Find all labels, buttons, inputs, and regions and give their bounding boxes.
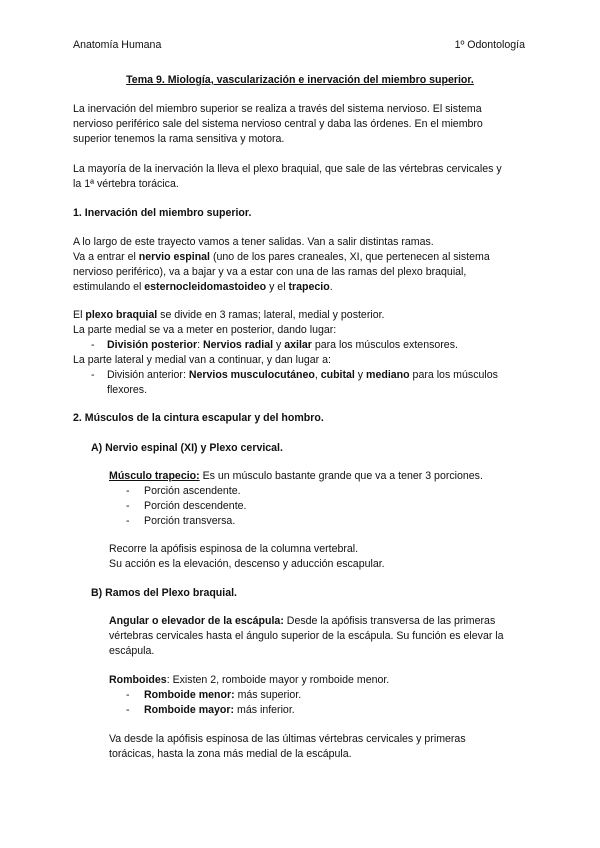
plexo-paragraph: El plexo braquial se divide en 3 ramas; lateral, medial y posterior. La parte medial se va a meter en posterior, dando lugar:	[73, 309, 385, 336]
header-right: 1º Odontología	[454, 39, 525, 51]
trapecio-line: Músculo trapecio: Es un músculo bastante grande que va a tener 3 porciones.	[109, 470, 483, 482]
page-title: Tema 9. Miología, vascularización e inervación del miembro superior.	[126, 74, 474, 86]
section1-heading: 1. Inervación del miembro superior.	[73, 207, 252, 219]
list-item: - Porción transversa.	[126, 515, 236, 527]
section1-body: A lo largo de este trayecto vamos a tener salidas. Van a salir distintas ramas. Va a entrar el nervio espinal (uno de los pares craneales, XI, que pertenecen al sistema nervioso periférico), va a bajar y va a estar con una de las ramas del plexo braquial, estimulando el esternocleidomastoideo y el trapecio.	[73, 236, 490, 293]
list-item-division-posterior: - División posterior: Nervios radial y axilar para los músculos extensores.	[91, 339, 458, 351]
trapecio-portions-list	[126, 484, 246, 529]
header-left: Anatomía Humana	[73, 39, 162, 51]
lateral-medial-line: La parte lateral y medial van a continuar, y dan lugar a:	[73, 354, 331, 366]
subsection-b-heading: B) Ramos del Plexo braquial.	[91, 587, 237, 599]
romboides-line: Romboides: Existen 2, romboide mayor y romboide menor.	[109, 674, 390, 686]
list-item-division-anterior: - División anterior: Nervios musculocutáneo, cubital y mediano para los músculos flexores.	[91, 369, 498, 396]
list-item: - Porción descendente.	[126, 500, 247, 512]
list-item-romboide-mayor: - Romboide mayor: más inferior.	[126, 704, 295, 716]
intro-paragraph-1: La inervación del miembro superior se realiza a través del sistema nervioso. El sistema nervioso periférico sale del sistema nervioso central y daba las órdenes. En el miembro superior tenemos la rama sensitiva y motora.	[73, 103, 483, 145]
section2-heading: 2. Músculos de la cintura escapular y del hombro.	[73, 412, 324, 424]
list-item-romboide-menor: - Romboide menor: más superior.	[126, 689, 302, 701]
romboides-list	[126, 688, 301, 718]
list-item: - Porción ascendente.	[126, 485, 241, 497]
subsection-a-heading: A) Nervio espinal (XI) y Plexo cervical.	[91, 442, 283, 454]
angular-paragraph: Angular o elevador de la escápula: Desde la apófisis transversa de las primeras vértebras cervicales hasta el ángulo superior de la escápula. Su función es elevar la escápula.	[109, 615, 504, 657]
intro-paragraph-2: La mayoría de la inervación la lleva el plexo braquial, que sale de las vértebras cervicales y la 1ª vértebra torácica.	[73, 163, 502, 190]
trapecio-description: Recorre la apófisis espinosa de la columna vertebral. Su acción es la elevación, descenso y aducción escapular.	[109, 543, 385, 570]
romboides-description: Va desde la apófisis espinosa de las últimas vértebras cervicales y primeras torácicas, hasta la zona más medial de la escápula.	[109, 733, 466, 760]
